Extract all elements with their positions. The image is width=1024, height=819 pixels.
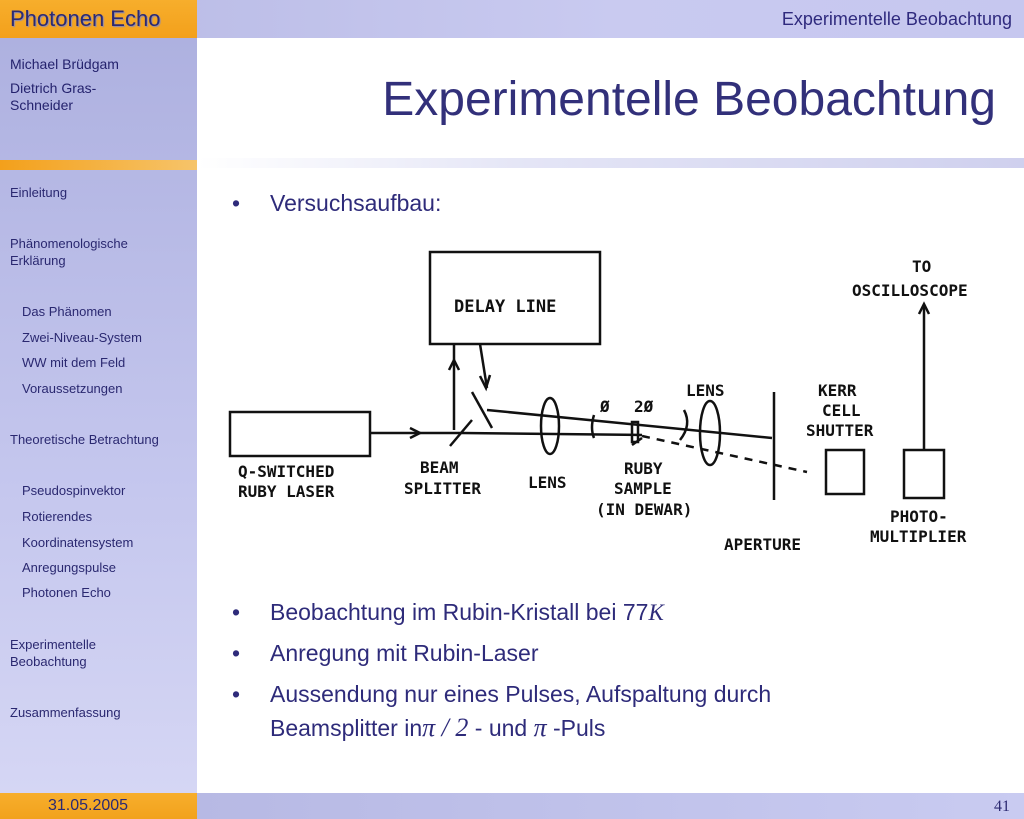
pi-symbol: π	[533, 713, 547, 742]
author-1: Michael Brüdgam	[10, 56, 119, 72]
bullet-dot: •	[232, 640, 241, 666]
title-rule	[197, 158, 1024, 168]
page-number: 41	[994, 798, 1010, 815]
nav-phaenomenologische[interactable]: Phänomenologische	[10, 236, 128, 251]
slide-title: Experimentelle Beobachtung	[382, 73, 996, 126]
label-kerr-2: CELL	[822, 401, 861, 420]
label-kerr-1: KERR	[818, 381, 857, 400]
nav-einleitung[interactable]: Einleitung	[10, 185, 68, 200]
nav-photonen-echo[interactable]: Photonen Echo	[22, 585, 111, 600]
label-angle-1: Ø	[600, 397, 610, 416]
kelvin-symbol: K	[648, 600, 664, 625]
nav-rotierendes[interactable]: Rotierendes	[22, 509, 93, 524]
label-splitter-1: BEAM	[420, 458, 459, 477]
nav-koordinatensystem[interactable]: Koordinatensystem	[22, 535, 134, 550]
bullet-beobachtung-label: Beobachtung im Rubin-Kristall bei 77	[270, 599, 649, 625]
nav-ww-feld[interactable]: WW mit dem Feld	[22, 355, 126, 370]
top-bar	[0, 0, 1024, 38]
kerr-cell	[826, 450, 864, 494]
bullet-aussendung-line1: Aussendung nur eines Pulses, Aufspaltung durch	[270, 681, 772, 707]
nav-pseudospinvektor[interactable]: Pseudospinvektor	[22, 483, 126, 498]
nav-beobachtung[interactable]: Beobachtung	[10, 654, 87, 669]
label-splitter-2: SPLITTER	[404, 479, 482, 498]
setup-diagram	[222, 240, 1012, 570]
label-aperture: APERTURE	[724, 535, 802, 554]
line2-a: Beamsplitter in	[270, 715, 423, 741]
date-text: 31.05.2005	[48, 797, 129, 814]
authors	[10, 56, 190, 121]
brand-box	[0, 0, 197, 38]
nav-erklaerung[interactable]: Erklärung	[10, 253, 66, 268]
nav-experimentelle[interactable]: Experimentelle	[10, 637, 96, 652]
date-box	[0, 793, 197, 819]
brand-title: Photonen Echo	[10, 6, 161, 31]
nav-das-phaenomen[interactable]: Das Phänomen	[22, 304, 112, 319]
photomultiplier	[904, 450, 944, 498]
label-lens-left: LENS	[528, 473, 567, 492]
nav-anregungspulse[interactable]: Anregungspulse	[22, 560, 116, 575]
sidebar	[0, 38, 197, 793]
label-ruby-3: (IN DEWAR)	[596, 500, 693, 519]
label-lens-right: LENS	[686, 381, 725, 400]
label-laser-1: Q-SWITCHED	[238, 462, 335, 481]
nav-voraussetzungen[interactable]: Voraussetzungen	[22, 381, 123, 396]
label-pm-2: MULTIPLIER	[870, 527, 967, 546]
author-2: Dietrich Gras-Schneider	[10, 80, 97, 113]
line2-c: -Puls	[546, 715, 606, 741]
label-angle-2: 2Ø	[634, 397, 654, 416]
setup-label: Versuchsaufbau:	[270, 190, 442, 216]
bullet-dot: •	[232, 190, 241, 216]
nav-zusammenfassung[interactable]: Zusammenfassung	[10, 705, 121, 720]
nav-theoretische[interactable]: Theoretische Betrachtung	[10, 432, 159, 447]
label-ruby-2: SAMPLE	[614, 479, 672, 498]
label-ruby-1: RUBY	[624, 459, 663, 478]
section-title: Experimentelle Beobachtung	[781, 9, 1012, 29]
laser-box	[230, 412, 370, 456]
nav-zwei-niveau[interactable]: Zwei-Niveau-System	[22, 330, 142, 345]
label-delay-line: DELAY LINE	[454, 297, 557, 317]
bullet-anregung-text: Anregung mit Rubin-Laser	[270, 640, 539, 666]
pi-half-symbol: π / 2	[422, 713, 469, 742]
bullet-beobachtung-text	[270, 595, 664, 630]
bullet-aussendung-line2	[270, 711, 605, 745]
label-osc-1: TO	[912, 257, 932, 276]
label-laser-2: RUBY LASER	[238, 482, 335, 501]
lens-left	[541, 398, 559, 454]
label-pm-1: PHOTO-	[890, 507, 948, 526]
bullet-dot: •	[232, 681, 241, 707]
line2-b: - und	[468, 715, 534, 741]
label-osc-2: OSCILLOSCOPE	[852, 281, 968, 300]
bullet-dot: •	[232, 599, 241, 625]
bottom-bar	[197, 793, 1024, 819]
sidebar-separator	[0, 160, 197, 170]
label-kerr-3: SHUTTER	[806, 421, 874, 440]
